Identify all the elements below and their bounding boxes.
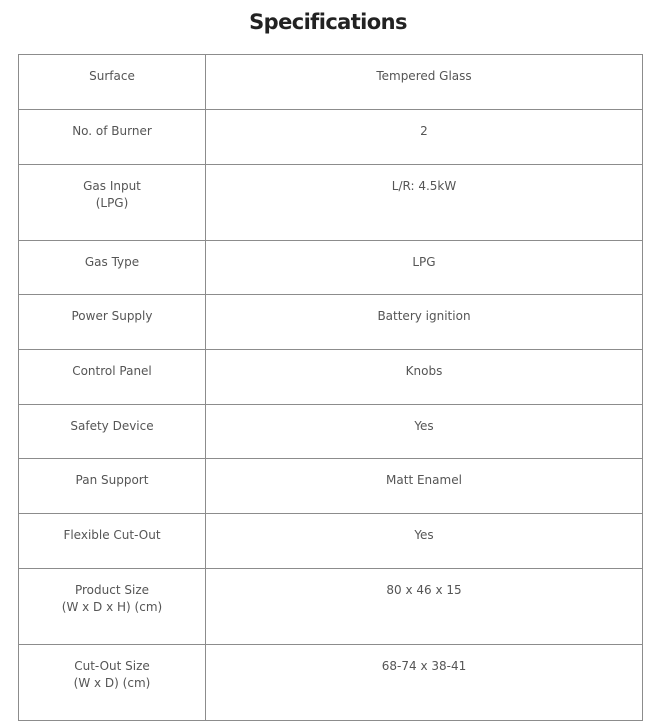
spec-label: Gas Input (LPG)	[19, 165, 206, 241]
table-row	[19, 645, 643, 721]
spec-label: Flexible Cut-Out	[19, 514, 206, 569]
spec-label: Safety Device	[19, 405, 206, 459]
table-row	[19, 241, 643, 295]
table-row	[19, 110, 643, 165]
spec-value: Tempered Glass	[206, 55, 643, 110]
spec-value: Matt Enamel	[206, 459, 643, 514]
spec-value: Yes	[206, 405, 643, 459]
page-title: Specifications	[249, 10, 407, 34]
spec-value: Knobs	[206, 350, 643, 405]
spec-value: Yes	[206, 514, 643, 569]
table-row	[19, 459, 643, 514]
table-row	[19, 295, 643, 350]
table-row	[19, 569, 643, 645]
table-row	[19, 55, 643, 110]
table-row	[19, 350, 643, 405]
specifications-table	[18, 54, 643, 721]
table-row	[19, 165, 643, 241]
spec-label: Power Supply	[19, 295, 206, 350]
table-row	[19, 405, 643, 459]
spec-value: L/R: 4.5kW	[206, 165, 643, 241]
spec-label: Surface	[19, 55, 206, 110]
table-row	[19, 514, 643, 569]
spec-value: 68-74 x 38-41	[206, 645, 643, 721]
spec-value: LPG	[206, 241, 643, 295]
spec-value: Battery ignition	[206, 295, 643, 350]
spec-label: Product Size (W x D x H) (cm)	[19, 569, 206, 645]
spec-label: Gas Type	[19, 241, 206, 295]
spec-value: 2	[206, 110, 643, 165]
spec-label: Control Panel	[19, 350, 206, 405]
spec-value: 80 x 46 x 15	[206, 569, 643, 645]
spec-label: No. of Burner	[19, 110, 206, 165]
spec-label: Pan Support	[19, 459, 206, 514]
spec-label: Cut-Out Size (W x D) (cm)	[19, 645, 206, 721]
